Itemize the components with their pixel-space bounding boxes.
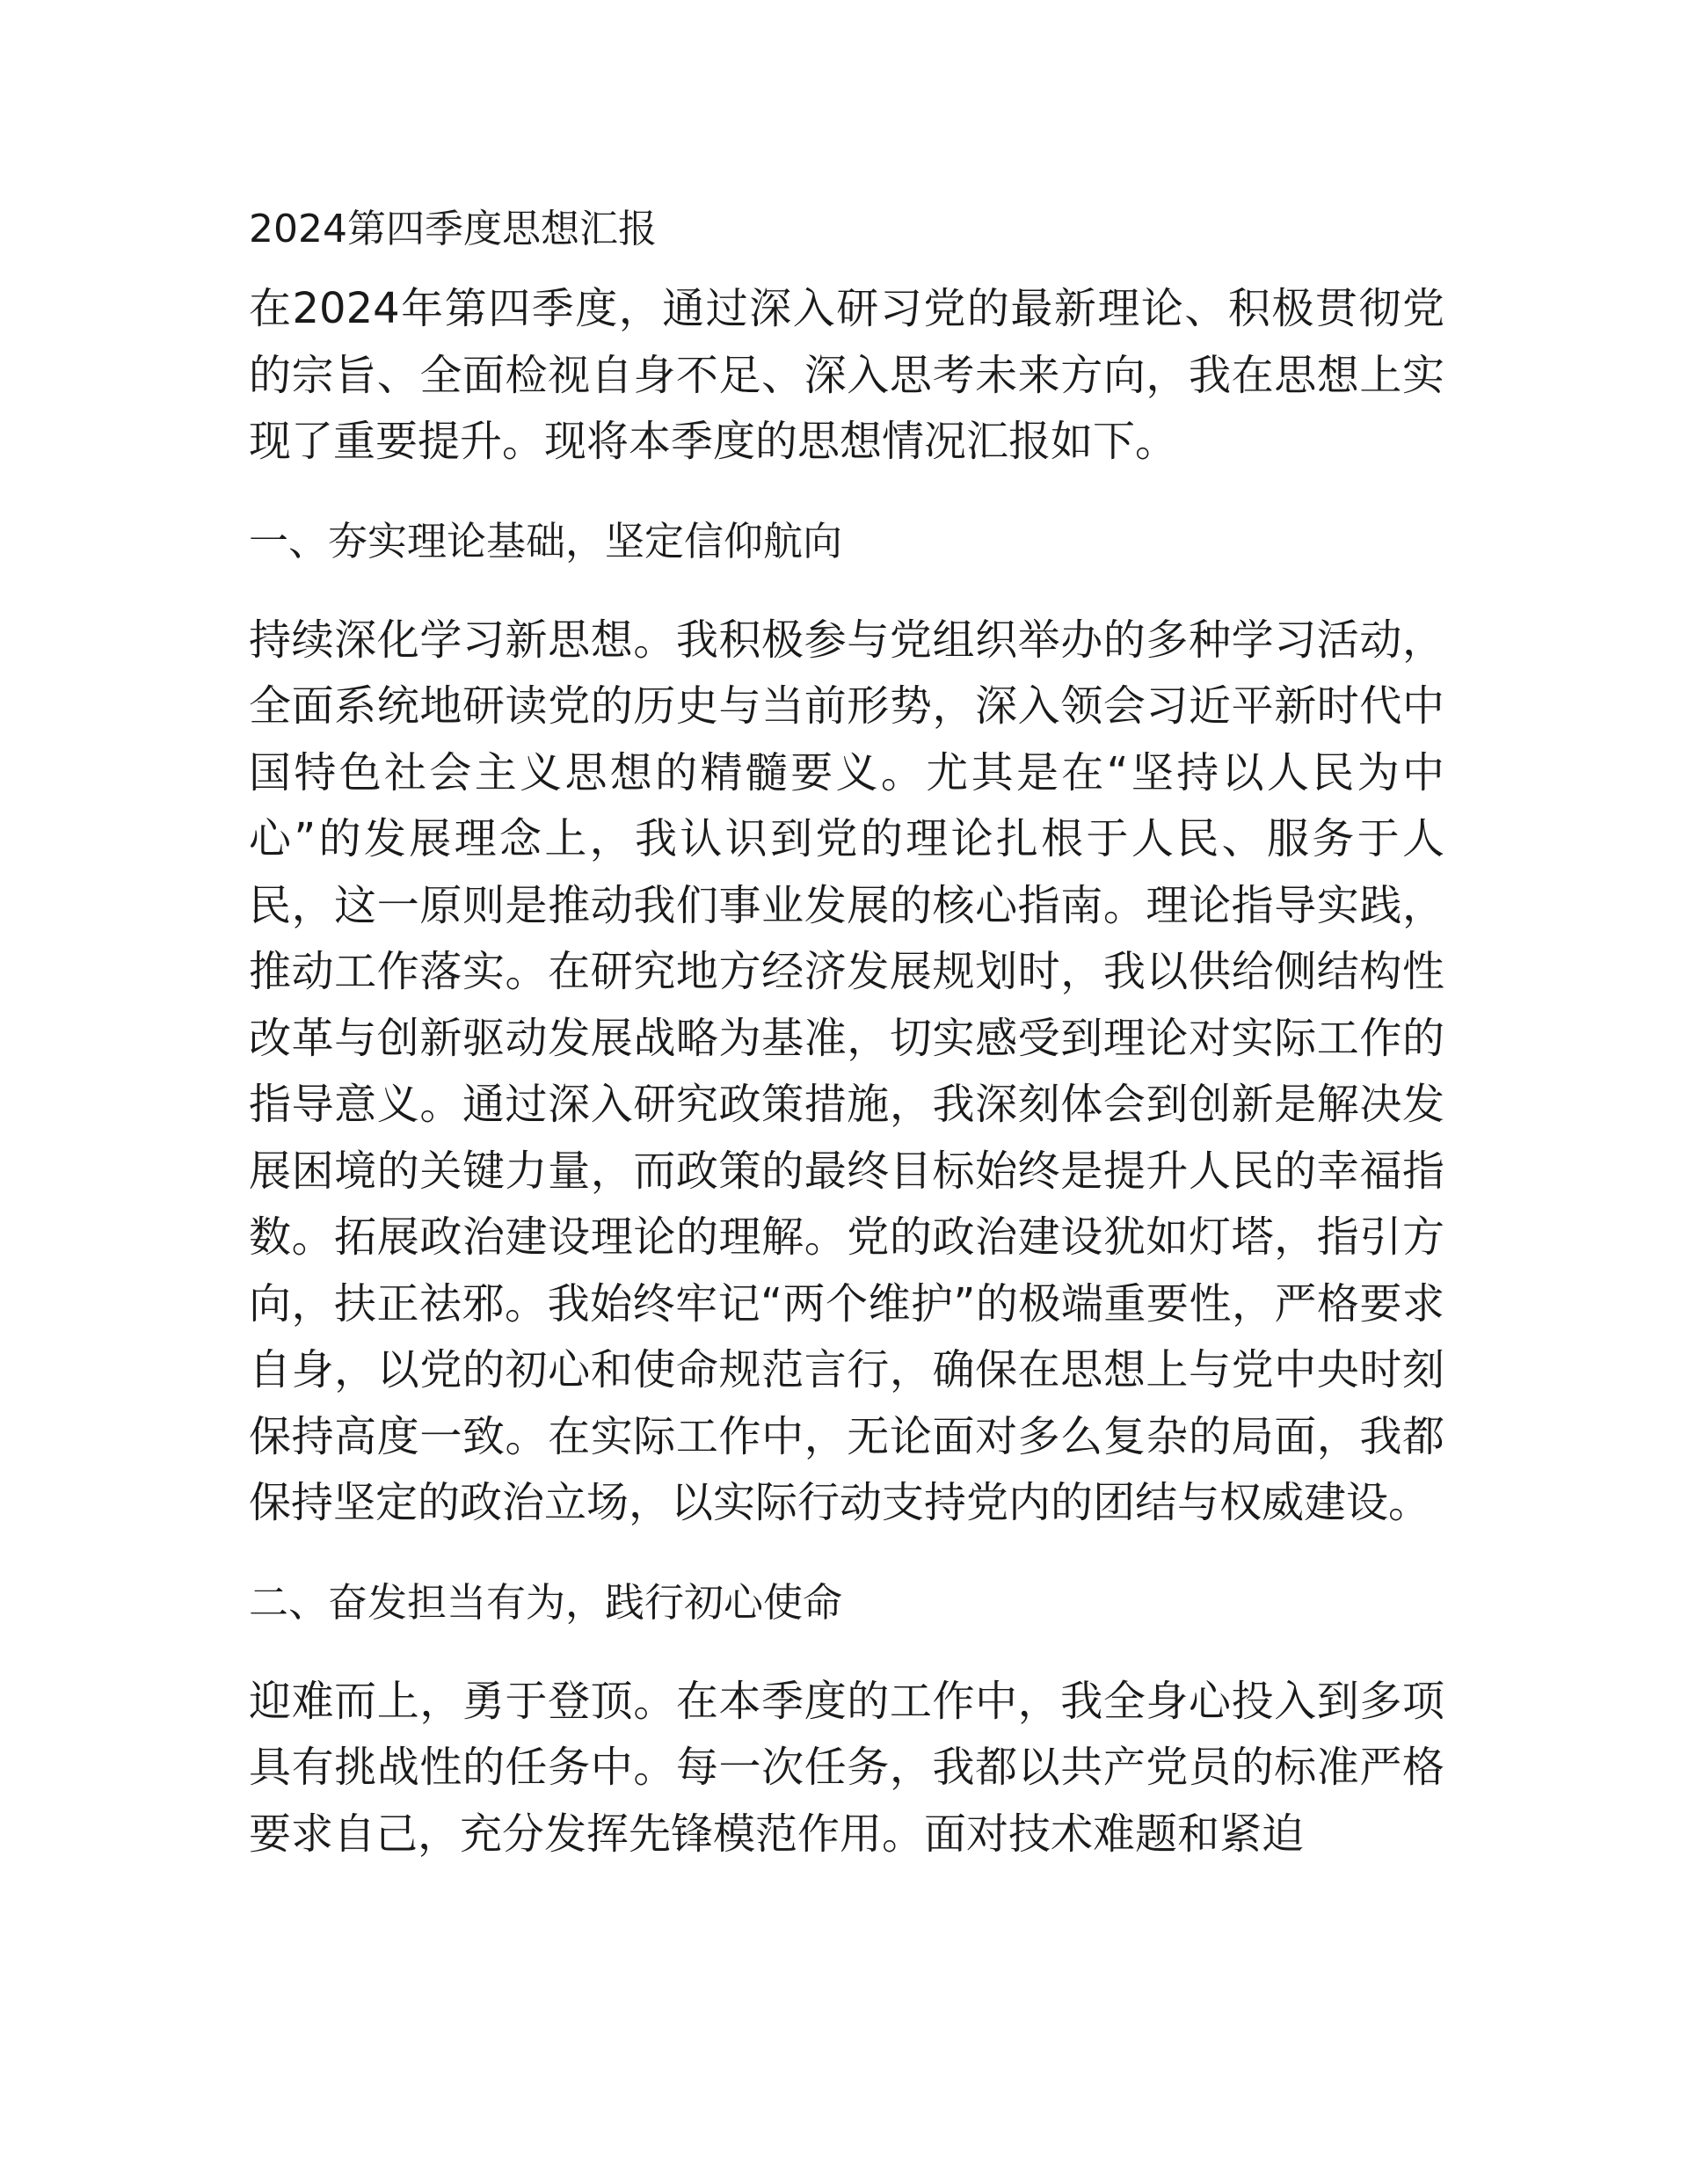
section-1-paragraph: 持续深化学习新思想。我积极参与党组织举办的多种学习活动，全面系统地研读党的历史与当前形势，深入领会习近平新时代中国特色社会主义思想的精髓要义。尤其是在“坚持以人民为中心”的发展理念上，我认识到党的理论扎根于人民、服务于人民，这一原则是推动我们事业发展的核心指南。理论指导实践，推动工作落实。在研究地方经济发展规划时，我以供给侧结构性改革与创新驱动发展战略为基准，切实感受到理论对实际工作的指导意义。通过深入研究政策措施，我深刻体会到创新是解决发展困境的关键力量，而政策的最终目标始终是提升人民的幸福指数。拓展政治建设理论的理解。党的政治建设犹如灯塔，指引方向，扶正祛邪。我始终牢记“两个维护”的极端重要性，严格要求自身，以党的初心和使命规范言行，确保在思想上与党中央时刻保持高度一致。在实际工作中，无论面对多么复杂的局面，我都保持坚定的政治立场，以实际行动支持党内的团结与权威建设。 xyxy=(249,615,1444,1527)
document-page xyxy=(249,193,1444,1867)
section-2-paragraph: 迎难而上，勇于登顶。在本季度的工作中，我全身心投入到多项具有挑战性的任务中。每一次任务，我都以共产党员的标准严格要求自己，充分发挥先锋模范作用。面对技术难题和紧迫 xyxy=(249,1676,1444,1859)
section-1-heading: 一、夯实理论基础，坚定信仰航向 xyxy=(249,517,843,564)
intro-paragraph: 在2024年第四季度，通过深入研习党的最新理论、积极贯彻党的宗旨、全面检视自身不足、深入思考未来方向，我在思想上实现了重要提升。现将本季度的思想情况汇报如下。 xyxy=(249,284,1444,466)
document-title: 2024第四季度思想汇报 xyxy=(249,207,657,251)
section-2-heading: 二、奋发担当有为，践行初心使命 xyxy=(249,1578,843,1626)
